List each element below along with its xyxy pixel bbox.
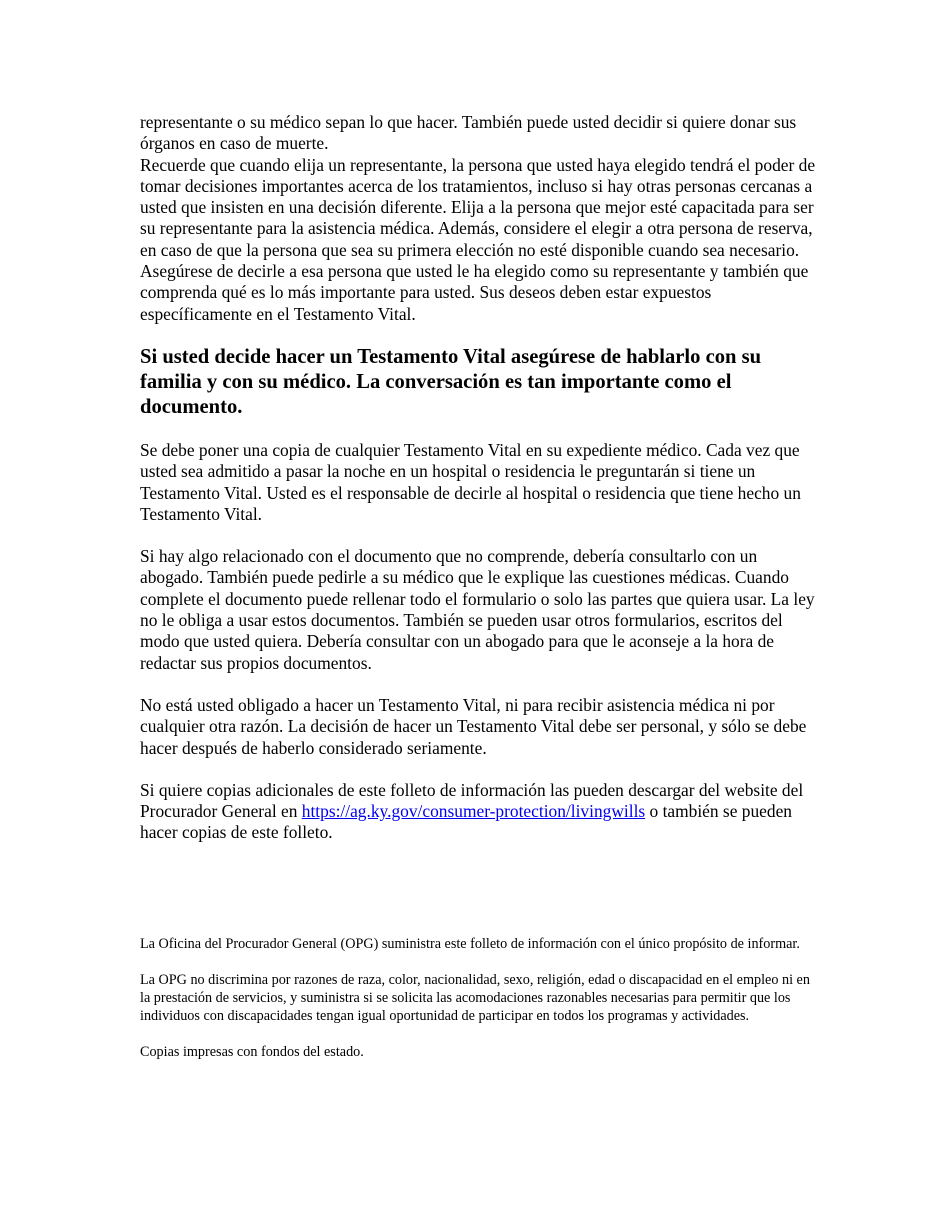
copy-paragraph: Se debe poner una copia de cualquier Testamento Vital en su expediente médico. Cada vez que usted sea admitido a pasar la noche en un hospital o residencia le preguntarán si tiene un Testamento Vital. Usted es el responsable de decirle al hospital o residencia que tiene hecho un Testamento Vital.: [140, 439, 801, 524]
footer-nondiscrimination: La OPG no discrimina por razones de raza, color, nacionalidad, sexo, religión, edad o discapacidad en el empleo ni en la prestación de servicios, y suministra si se solicita las acomodaciones razonables necesarias para permitir que los individuos con discapacidades tengan igual oportunidad de participar en todos los programas y actividades.: [140, 972, 810, 1024]
footer-printing: Copias impresas con fondos del estado.: [140, 1044, 364, 1060]
copies-text-after-link: o también se pueden hacer copias de este folleto.: [140, 801, 792, 843]
copies-paragraph: [140, 780, 820, 844]
footer-purpose: La Oficina del Procurador General (OPG) suministra este folleto de información con el único propósito de informar.: [140, 936, 800, 952]
copies-text-before-link: Si quiere copias adicionales de este folleto de información las pueden descargar del website del Procurador General en: [140, 779, 804, 822]
section-heading: Si usted decide hacer un Testamento Vital asegúrese de hablarlo con su familia y con su médico. La conversación es tan importante como el documento.: [140, 345, 762, 418]
lawyer-paragraph: Si hay algo relacionado con el documento que no comprende, debería consultarlo con un abogado. También puede pedirle a su médico que le explique las cuestiones médicas. Cuando complete el documento puede rellenar todo el formulario o solo las partes que quiera usar. La ley no le obliga a usar estos documentos. También se pueden usar otros formularios, escritos del modo que usted quiera. Debería consultar con un abogado para que le aconseje a la hora de redactar sus propios documentos.: [140, 546, 815, 673]
livingwills-link[interactable]: https://ag.ky.gov/consumer-protection/livingwills: [301, 801, 646, 822]
document-body: [140, 112, 820, 844]
intro-paragraph: representante o su médico sepan lo que hacer. También puede usted decidir si quiere donar sus órganos en caso de muerte.: [140, 112, 797, 154]
obligation-paragraph: No está usted obligado a hacer un Testamento Vital, ni para recibir asistencia médica ni por cualquier otra razón. La decisión de hacer un Testamento Vital debe ser personal, y sólo se debe hacer después de haberlo considerado seriamente.: [140, 694, 807, 758]
footer: [140, 935, 820, 1061]
representative-paragraph: Recuerde que cuando elija un representante, la persona que usted haya elegido tendrá el poder de tomar decisiones importantes acerca de los tratamientos, incluso si hay otras personas cercanas a usted que insisten en una decisión diferente. Elija a la persona que mejor esté capacitada para ser su representante para la asistencia médica. Además, considere el elegir a otra persona de reserva, en caso de que la persona que sea su primera elección no esté disponible cuando sea necesario. Asegúrese de decirle a esa persona que usted le ha elegido como su representante y también que comprenda qué es lo más importante para usted. Sus deseos deben estar expuestos específicamente en el Testamento Vital.: [140, 154, 816, 324]
